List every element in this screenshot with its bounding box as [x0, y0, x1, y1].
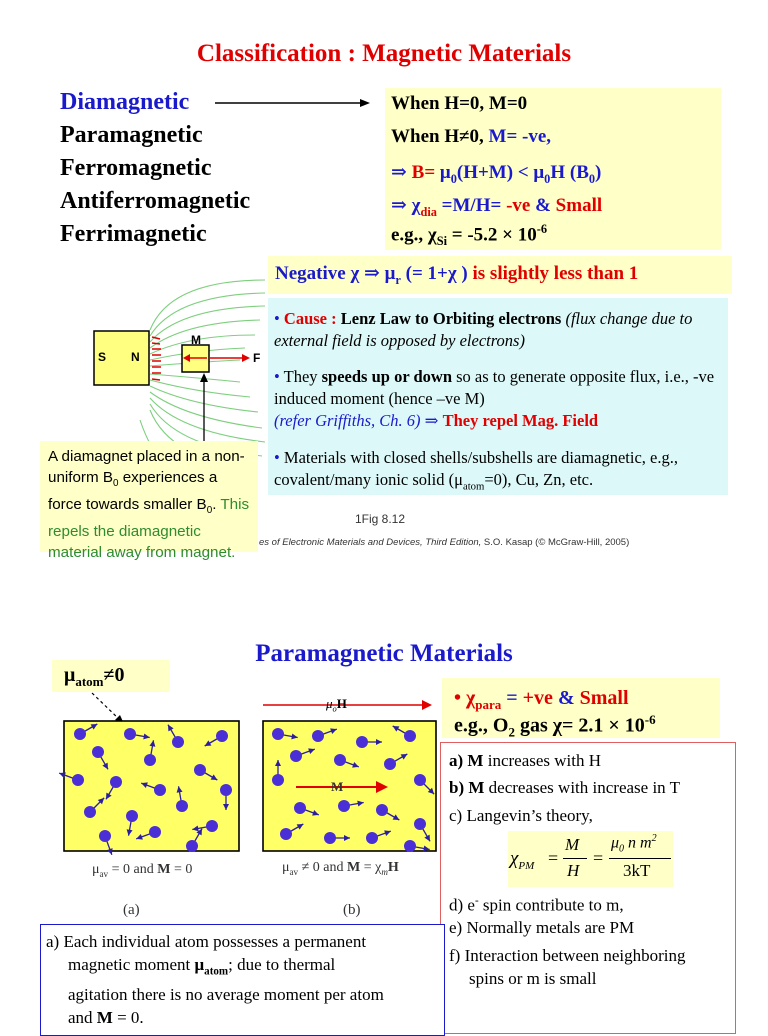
atom [324, 832, 336, 844]
closed-shells-bullet: • Materials with closed shells/subshells are diamagnetic, e.g., covalent/many ionic solid $(\mu_{atom}=0)$, Cu, Zn, etc. [274, 448, 678, 493]
prop-d: d) e- spin contribute to m, [449, 895, 624, 915]
atom [84, 806, 96, 818]
material-diamagnetic: Diamagnetic [60, 89, 190, 115]
cause-bullet: • Cause : Lenz Law to Orbiting electrons (flux change due to external field is opposed by electrons) [274, 309, 693, 350]
material-ferrimagnetic: Ferrimagnetic [60, 221, 207, 247]
atom [206, 820, 218, 832]
langevin-formula: $\chi_{PM}$ = M H = $\mu_0$ n $m^2$ 3kT [508, 831, 673, 887]
prop-a: a) M increases with H [449, 751, 602, 770]
prop-b: b) M decreases with increase in T [449, 778, 680, 797]
atom [126, 810, 138, 822]
slide2-title: Paramagnetic Materials [255, 640, 513, 667]
prop-e: e) Normally metals are PM [449, 918, 635, 937]
o2-example-line: e.g., $O_2$ gas $\chi= 2.1 \times 10^{-6}$ [454, 712, 656, 740]
atom [280, 828, 292, 840]
atom [144, 754, 156, 766]
atom [176, 800, 188, 812]
atom [186, 840, 198, 852]
atom [334, 754, 346, 766]
atom [290, 750, 302, 762]
negative-chi-text: Negative χ ⇒ $\mu_r$ (= 1+χ ) is slightly less than 1 [275, 263, 639, 287]
caption-b: $\mu_{av} \ne 0$ and $M = \chi_mH$ [282, 860, 399, 877]
atom [376, 804, 388, 816]
magnet-n-label: N [131, 350, 140, 364]
prop-f-line2: spins or m is small [469, 969, 597, 988]
atom [172, 736, 184, 748]
dia-line-3: ⇒ $B= \mu_0(H+M) < \mu_0H$ $(B_0)$ [391, 162, 602, 186]
atom [149, 826, 161, 838]
atom-moment-note: a) Each individual atom possesses a permanent magnetic moment $\mu_{atom}$; due to thermal agitation there is no average moment per atom and M = 0. [46, 932, 384, 1028]
dia-line-4: ⇒ $\chi_{dia} =M/H= -ve$ & Small [391, 195, 603, 219]
atom [74, 728, 86, 740]
speeds-bullet: • They speeds up or down so as to generate opposite flux, i.e., -ve induced moment (hence –ve M) (refer Griffiths, Ch. 6) ⇒ They repel Mag. Field [274, 367, 715, 430]
atom [110, 776, 122, 788]
force-f-label: F [253, 351, 261, 365]
atom [194, 764, 206, 776]
prop-c: c) Langevin’s theory, [449, 806, 593, 825]
magnet-s-label: S [98, 350, 107, 364]
atom [154, 784, 166, 796]
figure-credit: es of Electronic Materials and Devices, Third Edition, S.O. Kasap (© McGraw-Hill, 2005) [259, 537, 630, 548]
atom [72, 774, 84, 786]
field-label: $\mu_oH$ [326, 696, 347, 714]
atom [92, 746, 104, 758]
material-paramagnetic: Paramagnetic [60, 122, 203, 148]
atom [312, 730, 324, 742]
caption-a: $\mu_{av} = 0$ and M = 0 [92, 862, 193, 879]
material-ferromagnetic: Ferromagnetic [60, 155, 212, 181]
magnetization-label: M [331, 779, 344, 794]
prop-f-line1: f) Interaction between neighboring [449, 946, 686, 965]
dia-line-5: e.g., $\chi_{Si} = -5.2 \times 10^{-6}$ [391, 222, 548, 249]
dia-line-2: When H≠0, M= -ve, [391, 126, 552, 147]
atom [414, 774, 426, 786]
atom [356, 736, 368, 748]
figure-number: 1Fig 8.12 [355, 512, 406, 526]
slide1-title: Classification : Magnetic Materials [196, 40, 572, 67]
chi-para-line: • $\chi_{para} = +ve$ & Small [454, 687, 629, 712]
atom [404, 840, 416, 852]
atom [384, 758, 396, 770]
atom [338, 800, 350, 812]
atom [220, 784, 232, 796]
atom [272, 774, 284, 786]
subfig-a-label: (a) [123, 902, 140, 918]
atom [272, 728, 284, 740]
dia-line-1: When H=0, M=0 [391, 93, 528, 114]
atom [404, 730, 416, 742]
sample-m-label: M [191, 333, 201, 347]
atom [216, 730, 228, 742]
atom [99, 830, 111, 842]
atom [366, 832, 378, 844]
diamagnet-note: A diamagnet placed in a non-uniform $B_0$ experiences a force towards smaller $B_0$. This repels the diamagnetic material away from magnet. [40, 441, 258, 552]
atom-moment-label: $\mu_{atom}\ne 0$ [64, 664, 125, 689]
atom [124, 728, 136, 740]
atom [414, 818, 426, 830]
atom [294, 802, 306, 814]
material-antiferromagnetic: Antiferromagnetic [60, 188, 251, 214]
subfig-b-label: (b) [343, 902, 361, 918]
